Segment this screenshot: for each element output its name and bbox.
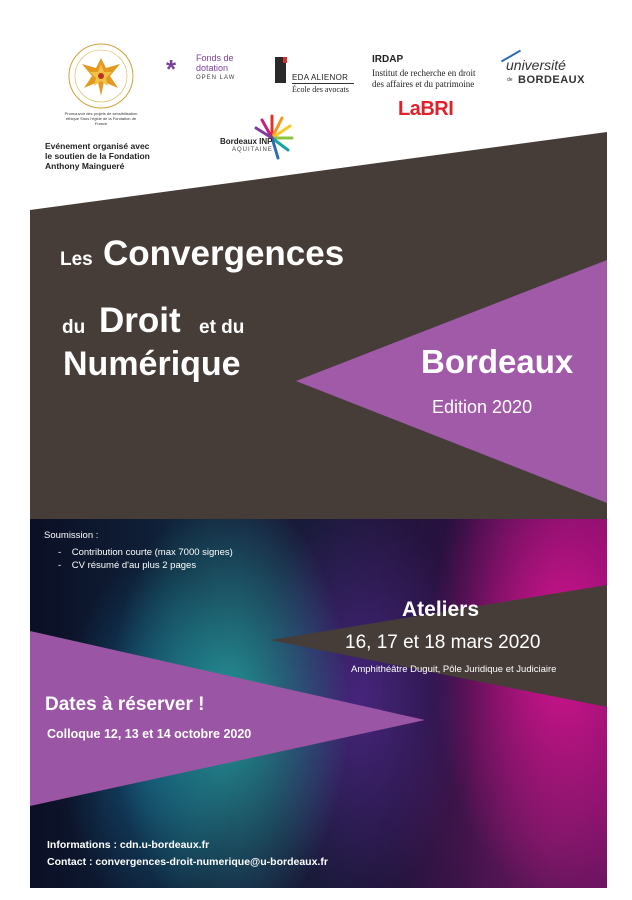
- fonds-line3: OPEN LAW: [196, 75, 236, 81]
- inp-region: AQUITAINE: [232, 147, 273, 153]
- univ-de: de: [507, 77, 513, 83]
- ateliers-place: Amphithéâtre Duguit, Pôle Juridique et Judiciaire: [351, 664, 557, 675]
- title-du: du: [62, 317, 86, 338]
- city-bordeaux: Bordeaux: [421, 343, 574, 380]
- asterisk-icon: *: [166, 54, 177, 84]
- submission-item-2: CV résumé d'au plus 2 pages: [71, 560, 197, 571]
- submission-heading: Soumission :: [44, 530, 99, 541]
- irdap-line2: des affaires et du patrimoine: [372, 79, 475, 89]
- colloque-dates: Colloque 12, 13 et 14 octobre 2020: [47, 727, 252, 741]
- edition-text: Edition 2020: [432, 397, 533, 417]
- info-panel: [30, 519, 607, 888]
- irdap-title: IRDAP: [372, 54, 404, 65]
- univ-bordeaux: BORDEAUX: [518, 74, 585, 86]
- event-organisation-text: Evénement organisé avec le soutien de la Fondation Anthony Maingueré: [45, 141, 150, 171]
- title-et-du: et du: [199, 317, 245, 338]
- univ-name: université: [506, 57, 566, 73]
- fonds-line2: dotation: [196, 63, 229, 73]
- info-line: Informations : cdn.u-bordeaux.fr: [47, 839, 210, 851]
- phoenix-caption: Promouvoir des projets de sensibilisation éthique Sous l'égide de la Fondation de France: [64, 111, 138, 126]
- dates-title: Dates à réserver !: [45, 694, 205, 715]
- title-les: Les: [60, 249, 93, 270]
- title-droit: Droit: [99, 301, 181, 340]
- irdap-line1: Institut de recherche en droit: [372, 68, 476, 78]
- submission-bullet-2: - CV résumé d'au plus 2 pages: [58, 560, 197, 571]
- title-convergences: Convergences: [103, 234, 345, 273]
- eda-subtitle: École des avocats: [292, 85, 349, 94]
- ateliers-title: Ateliers: [402, 598, 480, 621]
- contact-line: Contact : convergences-droit-numerique@u-bordeaux.fr: [47, 856, 328, 868]
- labri-logo: LaBRI: [398, 98, 454, 120]
- submission-bullet-1: - Contribution courte (max 7000 signes): [58, 547, 233, 558]
- title-numerique: Numérique: [63, 345, 241, 383]
- submission-item-1: Contribution courte (max 7000 signes): [71, 547, 233, 558]
- ateliers-dates: 16, 17 et 18 mars 2020: [345, 632, 541, 653]
- fonds-line1: Fonds de: [196, 53, 234, 63]
- inp-name: Bordeaux INP: [220, 137, 273, 146]
- eda-name: EDA ALIENOR: [292, 73, 349, 82]
